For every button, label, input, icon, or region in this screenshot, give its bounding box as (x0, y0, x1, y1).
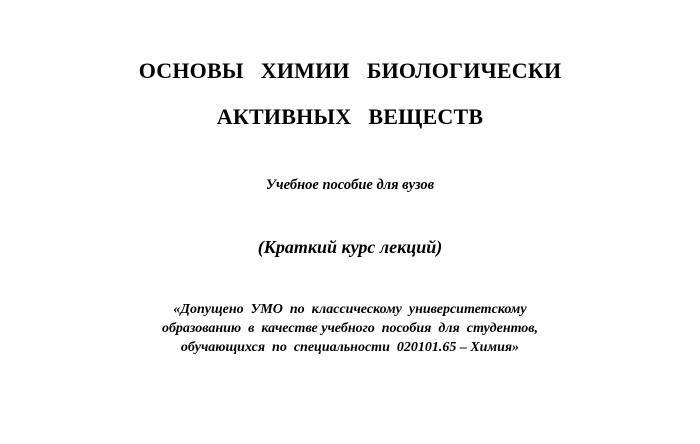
title-line-2: АКТИВНЫХ ВЕЩЕСТВ (216, 104, 484, 129)
course-note: (Краткий курс лекций) (257, 237, 443, 257)
title-line-1: ОСНОВЫ ХИМИИ БИОЛОГИЧЕСКИ (138, 58, 562, 83)
approval-line-2: образованию в качестве учебного пособия для студентов, (161, 321, 539, 336)
approval-line-1: «Допущено УМО по классическому университетскому (173, 302, 527, 317)
subtitle: Учебное пособие для вузов (265, 177, 435, 193)
approval-line-3: обучающихся по специальности 020101.65 – Химия» (180, 340, 520, 355)
